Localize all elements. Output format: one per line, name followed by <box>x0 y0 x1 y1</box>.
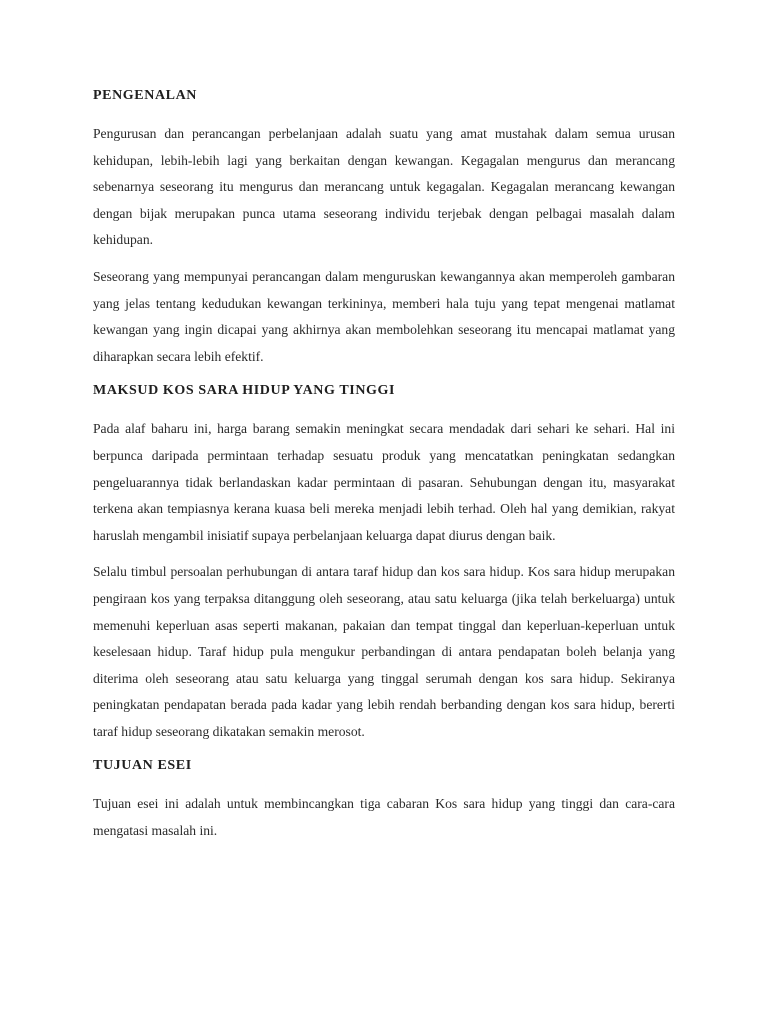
document-body <box>93 84 675 845</box>
heading-tujuan-esei: TUJUAN ESEI <box>93 758 192 774</box>
paragraph: Pada alaf baharu ini, harga barang semakin meningkat secara mendadak dari sehari ke sehari. Hal ini berpunca daripada permintaan terhadap sesuatu produk yang mencatatkan peningkatan sedangkan pengeluarannya tidak berlandaskan kadar permintaan di pasaran. Sehubungan dengan itu, masyarakat terkena akan tempiasnya kerana kuasa beli mereka menjadi lebih terhad. Oleh hal yang demikian, rakyat haruslah mengambil inisiatif supaya perbelanjaan keluarga dapat diurus dengan baik. <box>93 421 675 543</box>
heading-maksud-kos-sara-hidup: MAKSUD KOS SARA HIDUP YANG TINGGI <box>93 383 396 399</box>
paragraph: Selalu timbul persoalan perhubungan di antara taraf hidup dan kos sara hidup. Kos sara hidup merupakan pengiraan kos yang terpaksa ditanggung oleh seseorang, atau satu keluarga (jika telah berkeluarga) untuk memenuhi keperluan asas seperti makanan, pakaian dan tempat tinggal dan keperluan-keperluan untuk keselesaan hidup. Taraf hidup pula mengukur perbandingan di antara pendapatan boleh belanja yang diterima oleh seseorang atau satu keluarga yang tinggal serumah dengan kos sara hidup. Sekiranya peningkatan pendapatan berada pada kadar yang lebih rendah berbanding dengan kos sara hidup, bererti taraf hidup seseorang dikatakan semakin merosot. <box>93 564 675 739</box>
paragraph: Seseorang yang mempunyai perancangan dalam menguruskan kewangannya akan memperoleh gambaran yang jelas tentang kedudukan kewangan terkininya, memberi hala tuju yang tepat mengenai matlamat kewangan yang ingin dicapai yang akhirnya akan membolehkan seseorang itu mencapai matlamat yang diharapkan secara lebih efektif. <box>93 268 675 364</box>
paragraph: Tujuan esei ini adalah untuk membincangkan tiga cabaran Kos sara hidup yang tinggi dan cara-cara mengatasi masalah ini. <box>93 796 675 839</box>
paragraph: Pengurusan dan perancangan perbelanjaan adalah suatu yang amat mustahak dalam semua urusan kehidupan, lebih-lebih lagi yang berkaitan dengan kewangan. Kegagalan mengurus dan merancang sebenarnya seseorang itu mengurus dan merancang untuk kegagalan. Kegagalan merancang kewangan dengan bijak merupakan punca utama seseorang individu terjebak dengan pelbagai masalah dalam kehidupan. <box>93 126 675 248</box>
heading-pengenalan: PENGENALAN <box>93 88 198 103</box>
